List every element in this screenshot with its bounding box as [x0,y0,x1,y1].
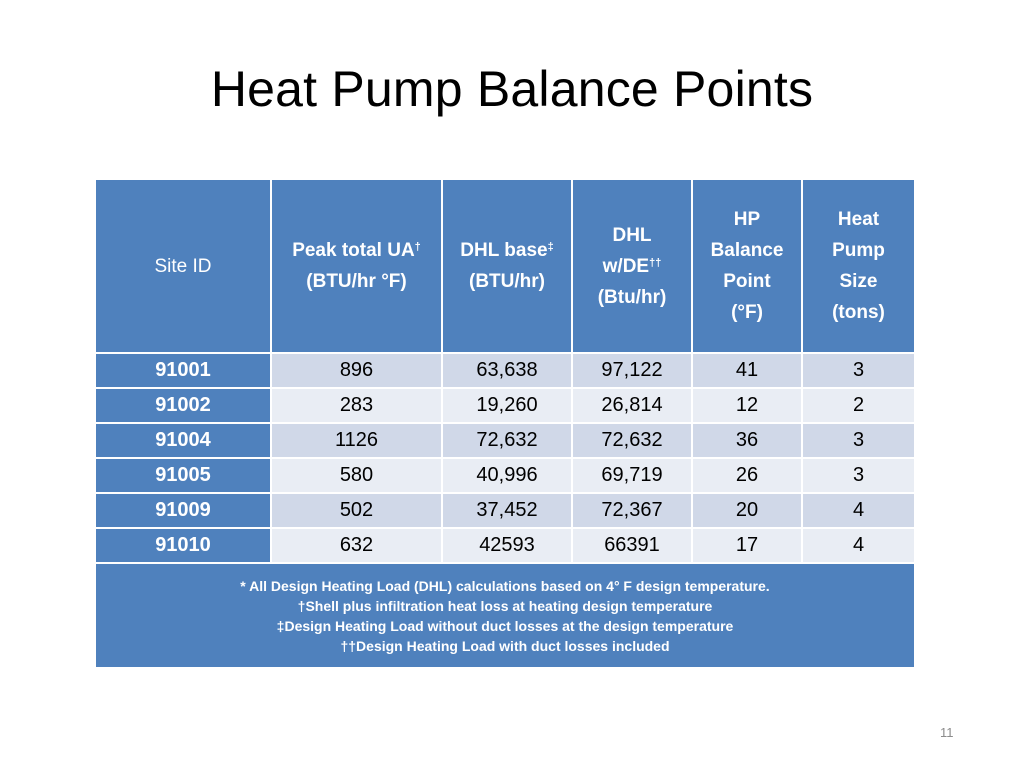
pump-size-cell: 2 [802,388,915,423]
table-row [95,353,915,388]
pump-size-cell: 3 [802,353,915,388]
header-dhl-base-units: (BTU/hr) [469,271,545,292]
dhl-base-cell: 37,452 [442,493,572,528]
header-site-id-label: Site ID [154,255,212,277]
dhl-wde-cell: 72,367 [572,493,692,528]
site-id-cell: 91001 [95,353,271,388]
balance-point-cell: 17 [692,528,802,563]
balance-point-cell: 12 [692,388,802,423]
table-row [95,493,915,528]
header-dhl-wde-line2: w/DE [602,255,650,277]
balance-point-cell: 20 [692,493,802,528]
page-number: 11 [940,725,954,740]
dhl-wde-cell: 26,814 [572,388,692,423]
footnote-asterisk: * All Design Heating Load (DHL) calculations based on 4° F design temperature. [240,577,770,594]
footnotes-row [95,563,915,668]
site-id-cell: 91010 [95,528,271,563]
pump-size-cell: 3 [802,458,915,493]
header-size-line2: Pump [832,240,885,261]
table-row [95,528,915,563]
header-dhl-wde [572,179,692,353]
header-peak-total-ua-label: Peak total UA [292,240,415,261]
peak-ua-cell: 580 [271,458,442,493]
header-hp-line3: Point [723,271,771,292]
dhl-base-cell: 40,996 [442,458,572,493]
balance-points-table [94,178,916,669]
pump-size-cell: 3 [802,423,915,458]
footnotes-cell [95,563,915,668]
table-row [95,388,915,423]
peak-ua-cell: 502 [271,493,442,528]
site-id-cell: 91009 [95,493,271,528]
dhl-base-cell: 63,638 [442,353,572,388]
dhl-base-cell: 42593 [442,528,572,563]
header-dhl-wde-units: (Btu/hr) [597,286,667,308]
dhl-wde-cell: 97,122 [572,353,692,388]
header-peak-total-ua [271,179,442,353]
header-hp-units: (°F) [731,302,763,323]
double-dagger-pair-mark: †† [649,256,662,269]
site-id-cell: 91005 [95,458,271,493]
peak-ua-cell: 283 [271,388,442,423]
dhl-base-cell: 19,260 [442,388,572,423]
pump-size-cell: 4 [802,493,915,528]
balance-point-cell: 36 [692,423,802,458]
peak-ua-cell: 1126 [271,423,442,458]
dagger-mark: † [414,241,421,253]
table-row [95,458,915,493]
header-dhl-base-label: DHL base [460,240,548,261]
header-dhl-base [442,179,572,353]
balance-point-cell: 26 [692,458,802,493]
header-peak-total-ua-units: (BTU/hr °F) [306,271,407,292]
dhl-base-cell: 72,632 [442,423,572,458]
footnote-double-dagger: ‡Design Heating Load without duct losses at the design temperature [276,617,734,634]
dhl-wde-cell: 69,719 [572,458,692,493]
peak-ua-cell: 632 [271,528,442,563]
dhl-wde-cell: 66391 [572,528,692,563]
header-size-line3: Size [839,271,878,292]
footnote-dagger: †Shell plus infiltration heat loss at heating design temperature [297,597,713,614]
header-size-units: (tons) [832,302,885,323]
table-header-row [95,179,915,353]
header-hp-line1: HP [733,209,761,230]
table-row [95,423,915,458]
footnote-double-dagger-pair: ††Design Heating Load with duct losses included [340,637,670,654]
header-size-line1: Heat [837,209,880,230]
site-id-cell: 91004 [95,423,271,458]
site-id-cell: 91002 [95,388,271,423]
dhl-wde-cell: 72,632 [572,423,692,458]
peak-ua-cell: 896 [271,353,442,388]
header-hp-line2: Balance [710,240,784,261]
header-hp-balance-point [692,179,802,353]
balance-point-cell: 41 [692,353,802,388]
header-dhl-wde-line1: DHL [612,224,652,246]
double-dagger-mark: ‡ [547,241,554,253]
header-site-id [95,179,271,353]
pump-size-cell: 4 [802,528,915,563]
slide-title: Heat Pump Balance Points [210,61,814,117]
header-heat-pump-size [802,179,915,353]
